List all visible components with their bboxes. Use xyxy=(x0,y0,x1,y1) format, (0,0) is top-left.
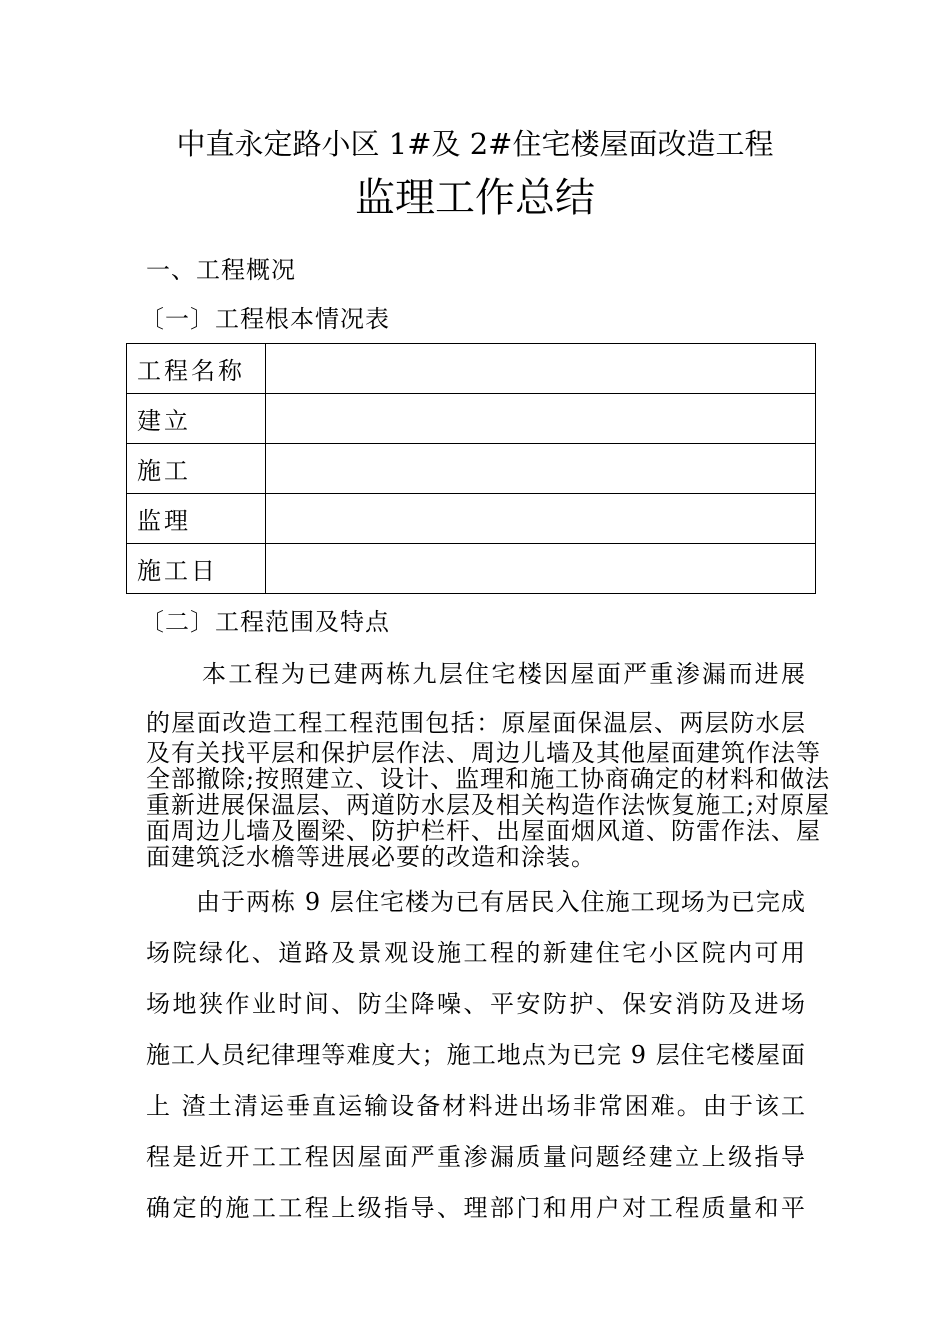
table-cell-value xyxy=(266,394,816,444)
paragraph-line: 场院绿化、道路及景观设施工程的新建住宅小区院内可用 xyxy=(146,939,806,967)
paragraph-scope xyxy=(146,739,831,871)
document-title-main: 监理工作总结 xyxy=(355,175,595,221)
paragraph-line: 全部撤除;按照建立、设计、监理和施工协商确定的材料和做法 xyxy=(146,765,831,793)
paragraph-characteristics xyxy=(146,877,806,1234)
table-row xyxy=(127,344,816,394)
paragraph-line: 及有关找平层和保护层作法、周边儿墙及其他屋面建筑作法等 xyxy=(146,739,821,767)
paragraph-scope xyxy=(146,656,806,692)
paragraph-line: 程是近开工工程因屋面严重渗漏质量问题经建立上级指导 xyxy=(146,1143,806,1171)
paragraph-line: 施工人员纪律理等难度大；施工地点为已完 9 层住宅楼屋面 xyxy=(146,1041,806,1069)
table-row xyxy=(127,394,816,444)
paragraph-line: 面周边儿墙及圈梁、防护栏杆、出屋面烟风道、防雷作法、屋 xyxy=(146,817,821,845)
table-cell-label: 监理 xyxy=(127,494,266,544)
document-title-line1: 中直永定路小区 1#及 2#住宅楼屋面改造工程 xyxy=(176,127,774,161)
project-info-table xyxy=(126,343,816,594)
subsection-heading-scope: 〔二〕工程范围及特点 xyxy=(140,608,390,636)
table-row xyxy=(127,544,816,594)
table-cell-label: 工程名称 xyxy=(127,344,266,394)
table-cell-label: 建立 xyxy=(127,394,266,444)
paragraph-line: 本工程为已建两栋九层住宅楼因屋面严重渗漏而进展 xyxy=(202,660,806,688)
paragraph-line: 确定的施工工程上级指导、理部门和用户对工程质量和平 xyxy=(146,1194,806,1222)
paragraph-line: 场地狭作业时间、防尘降噪、平安防护、保安消防及进场 xyxy=(146,990,806,1018)
table-row xyxy=(127,444,816,494)
paragraph-line: 的屋面改造工程工程范围包括：原屋面保温层、两层防水层 xyxy=(146,709,806,737)
paragraph-scope xyxy=(146,705,806,741)
subsection-heading-basic-info: 〔一〕工程根本情况表 xyxy=(140,305,390,333)
section-heading-overview: 一、工程概况 xyxy=(146,256,296,284)
table-cell-value xyxy=(266,444,816,494)
paragraph-line: 面建筑泛水檐等进展必要的改造和涂装。 xyxy=(146,843,596,871)
paragraph-line: 重新进展保温层、两道防水层及相关构造作法恢复施工;对原屋 xyxy=(146,791,831,819)
table-cell-value xyxy=(266,544,816,594)
table-cell-label: 施工日 xyxy=(127,544,266,594)
table-cell-value xyxy=(266,494,816,544)
paragraph-line: 由于两栋 9 层住宅楼为已有居民入住施工现场为已完成 xyxy=(196,888,806,916)
table-cell-value xyxy=(266,344,816,394)
table-row xyxy=(127,494,816,544)
table-cell-label: 施工 xyxy=(127,444,266,494)
paragraph-line: 上 渣土清运垂直运输设备材料进出场非常困难。由于该工 xyxy=(146,1092,806,1120)
